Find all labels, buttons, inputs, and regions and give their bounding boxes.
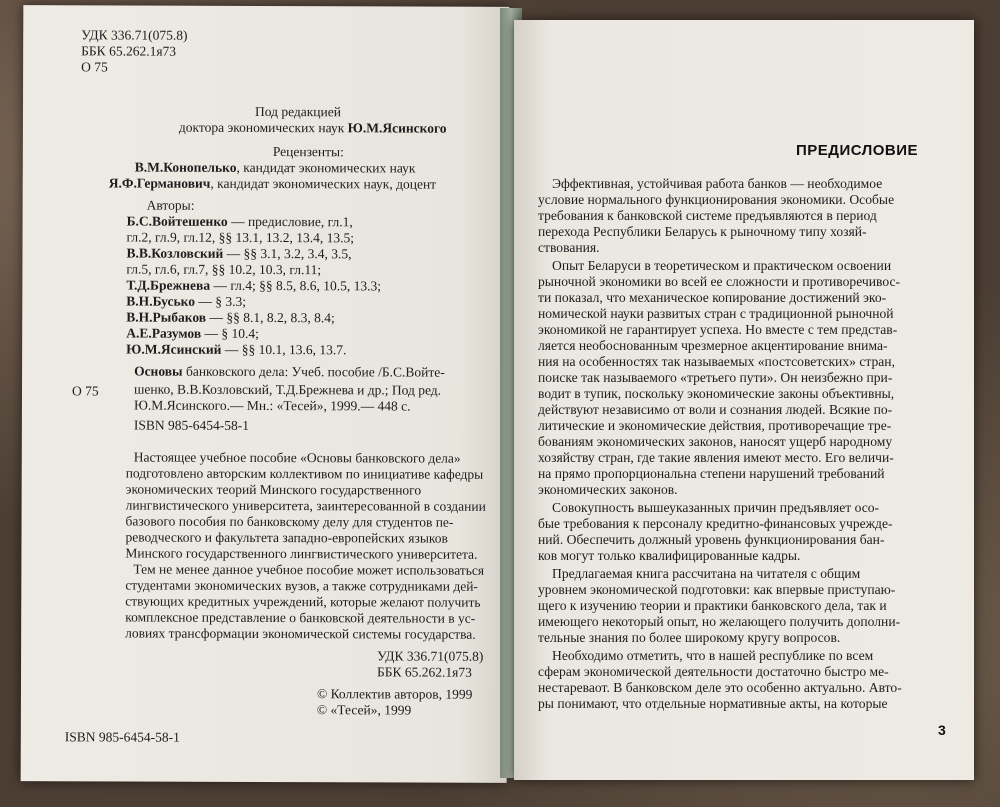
preface-line: экономикой не гарантирует успеха. Но вместе с тем представ- — [538, 322, 898, 337]
preface-line: Совокупность вышеуказанных причин предъявляет осо- — [552, 500, 880, 515]
preface-line: ти показал, что механическое копирование достижений эко- — [538, 290, 887, 305]
abstract-line: ствующих кредитных учреждений, которые желают получить — [125, 593, 481, 610]
reviewers-title: Рецензенты: — [272, 144, 344, 160]
copyright-authors: © Коллектив авторов, 1999 — [316, 686, 473, 702]
abstract-line: реводческого и факультета западно-европейских языков — [125, 529, 448, 546]
copyright-publisher: © «Тесей», 1999 — [316, 702, 412, 718]
author-line: В.Н.Рыбаков — §§ 8.1, 8.2, 8.3, 8.4; — [126, 309, 335, 326]
preface-heading: ПРЕДИСЛОВИЕ — [796, 142, 919, 159]
catalog-sign: О 75 — [71, 383, 99, 399]
author-line: В.Н.Бусько — § 3.3; — [126, 293, 247, 309]
preface-line: условие нормального функционирования экономики. Особые — [538, 192, 895, 207]
author-line: А.Е.Разумов — § 10.4; — [126, 325, 259, 341]
editor-line: доктора экономических наук Ю.М.Ясинского — [178, 119, 447, 136]
preface-line: ствования. — [538, 240, 600, 255]
abstract-line: Настоящее учебное пособие «Основы банковского дела» — [133, 449, 461, 466]
preface-line: сферам экономической деятельности достаточно быстро ме- — [538, 664, 889, 679]
udk-code-bottom: УДК 336.71(075.8) — [377, 648, 484, 664]
abstract-line: лингвистического университета, заинтересованной в создании — [125, 497, 486, 514]
preface-line: требования к банковской системе предъявляются в период — [538, 208, 877, 223]
isbn-bottom: ISBN 985-6454-58-1 — [64, 729, 180, 745]
bbk-code-bottom: ББК 65.262.1я73 — [377, 664, 472, 680]
preface-line: экономических законов. — [538, 482, 678, 497]
preface-line: перехода Республики Беларусь к рыночному типу хозяй- — [538, 224, 867, 239]
reviewer-1: В.М.Конопелько, кандидат экономических наук — [134, 159, 416, 176]
preface-line: имеющего некоторый опыт, но желающего получить дополни- — [538, 614, 901, 629]
author-line: гл.2, гл.9, гл.12, §§ 13.1, 13.2, 13.4, 13.5; — [126, 229, 355, 246]
preface-line: литические и экономические действия, противоречащие тре- — [538, 418, 892, 433]
author-line: Б.С.Войтешенко — предисловие, гл.1, — [126, 213, 353, 230]
preface-line: Необходимо отметить, что в нашей республике по всем — [552, 648, 874, 663]
preface-line: на прямо пропорциональна степени нарушений требований — [538, 466, 885, 481]
preface-line: водит в тупик, поскольку экономические законы объективны, — [538, 386, 895, 401]
preface-line: тельные знания по более широкому кругу вопросов. — [538, 630, 841, 645]
preface-line: ков могут только квалифицированные кадры. — [538, 548, 801, 563]
preface-line: ляется необоснованным чрезмерное акцентирование внима- — [538, 338, 888, 353]
preface-line: бованиям экономических законов, наносят ущерб народному — [538, 434, 893, 449]
udk-code: УДК 336.71(075.8) — [81, 27, 188, 43]
author-sign: О 75 — [81, 59, 108, 75]
abstract-line: базового пособия по банковскому делу для студентов пе- — [125, 513, 454, 530]
left-page — [21, 5, 510, 783]
abstract-line: комплексное представление о банковской деятельности в ус- — [125, 609, 476, 626]
reviewer-2: Я.Ф.Германович, кандидат экономических наук, доцент — [108, 175, 437, 192]
citation-line: Ю.М.Ясинского.— Мн.: «Тесей», 1999.— 448 с. — [133, 397, 411, 414]
editor-intro: Под редакцией — [254, 103, 342, 120]
bbk-code: ББК 65.262.1я73 — [81, 43, 177, 59]
preface-line: щего к изучению теории и практики банковского дела, так и — [538, 598, 887, 613]
isbn-inline: ISBN 985-6454-58-1 — [133, 417, 250, 433]
abstract-line: экономических теорий Минского государственного — [125, 481, 422, 498]
preface-line: уровнем экономической подготовки: как впервые приступаю- — [538, 582, 896, 597]
page-number: 3 — [938, 722, 946, 738]
author-line: гл.5, гл.6, гл.7, §§ 10.2, 10.3, гл.11; — [126, 261, 322, 278]
author-line: Ю.М.Ясинский — §§ 10.1, 13.6, 13.7. — [126, 341, 347, 358]
preface-line: ры понимают, что отдельные нормативные акты, на которые — [538, 696, 888, 711]
abstract-line: Минского государственного лингвистического университета. — [125, 545, 478, 562]
citation-title-line: Основы банковского дела: Учеб. пособие /Б.С.Войте- — [134, 363, 445, 380]
preface-line: ния на особенностях так называемых «постсоветских» стран, — [538, 354, 895, 369]
abstract-line: студентами экономических вузов, а также сотрудниками дей- — [125, 577, 478, 594]
preface-line: ний. Обеспечить должный уровень функционирования бан- — [538, 532, 885, 547]
preface-line: Эффективная, устойчивая работа банков — необходимое — [552, 176, 883, 191]
preface-line: хозяйству стран, где такие явления имеют место. Его величи- — [538, 450, 894, 465]
authors-title: Авторы: — [146, 197, 195, 213]
preface-line: поиске так называемого «третьего пути». Он неизбежно при- — [538, 370, 893, 385]
preface-line: Предлагаемая книга рассчитана на читателя с общим — [552, 566, 861, 581]
abstract-line: Тем не менее данное учебное пособие может использоваться — [133, 561, 485, 578]
author-line: Т.Д.Брежнева — гл.4; §§ 8.5, 8.6, 10.5, 13.3; — [126, 277, 382, 294]
abstract-line: подготовлено авторским коллективом по инициативе кафедры — [125, 465, 484, 482]
author-line: В.В.Козловский — §§ 3.1, 3.2, 3.4, 3.5, — [126, 245, 352, 262]
citation-line: шенко, В.В.Козловский, Т.Д.Брежнева и др.; Под ред. — [133, 381, 442, 398]
preface-line: действуют независимо от воли и сознания людей. Всякие по- — [538, 402, 893, 417]
preface-line: бые требования к персоналу кредитно-финансовых учрежде- — [538, 516, 893, 531]
preface-line: номической науки развитых стран с традиционной рыночной — [538, 306, 894, 321]
abstract-line: ловиях трансформации экономической системы государства. — [125, 625, 476, 642]
preface-line: Опыт Беларуси в теоретическом и практическом освоении — [552, 258, 892, 273]
preface-line: нестареваот. В банковском деле это особенно актуально. Авто- — [538, 680, 902, 695]
right-page — [514, 20, 974, 780]
preface-line: рыночной экономики во всей ее сложности и противоречивос- — [538, 274, 901, 289]
